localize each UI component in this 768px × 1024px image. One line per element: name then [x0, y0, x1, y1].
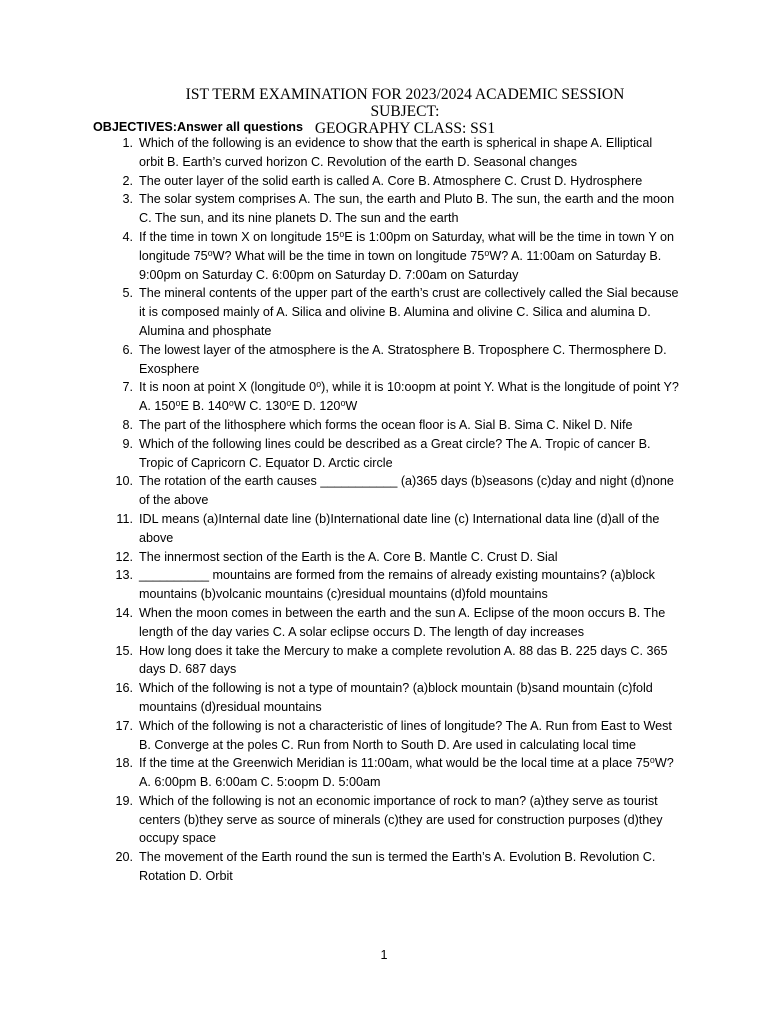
question-item: [122, 284, 679, 340]
question-number: 19.: [115, 793, 133, 808]
question-number: 4.: [122, 229, 133, 244]
question-text: Which of the following is not a type of mountain? (a)block mountain (b)sand mountain (c)fold mountains (d)residual mountains: [139, 681, 653, 714]
question-number: 15.: [115, 643, 133, 658]
question-text: If the time in town X on longitude 15⁰E is 1:00pm on Saturday, what will be the time in town Y on longitude 75⁰W? What will be the time in town on longitude 75⁰W? A. 11:00am on Saturday B. 9:00pm on Saturday C. 6:00pm on Saturday D. 7:00am on Saturday: [139, 229, 674, 282]
question-text: The movement of the Earth round the sun is termed the Earth’s A. Evolution B. Revolution C. Rotation D. Orbit: [139, 850, 656, 884]
question-item: [122, 190, 679, 228]
question-item: [122, 134, 679, 172]
page-number: 1: [380, 948, 388, 962]
question-number: 11.: [116, 511, 133, 526]
question-item: [122, 228, 679, 284]
question-text: The mineral contents of the upper part of the earth’s crust are collectively called the Sial because it is composed mainly of A. Silica and olivine B. Alumina and olivine C. Silica and alumina D. Alumina and phosphate: [139, 286, 679, 338]
question-number: 18.: [115, 756, 133, 771]
exam-title-line-2: GEOGRAPHY CLASS: SS1: [314, 120, 496, 137]
question-number: 6.: [122, 342, 133, 357]
question-text: Which of the following is not an economic importance of rock to man? (a)they serve as tourist centers (b)they serve as source of minerals (c)they are used for construction purposes (d)they occupy space: [139, 793, 663, 846]
question-text: It is noon at point X (longitude 0⁰), while it is 10:oopm at point Y. What is the longitude of point Y? A. 150⁰E B. 140⁰W C. 130⁰E D. 120⁰W: [139, 380, 679, 414]
question-item: [115, 566, 679, 604]
question-item: [122, 341, 679, 379]
question-number: 10.: [115, 474, 133, 489]
question-number: 20.: [115, 850, 133, 865]
question-number: 12.: [115, 549, 133, 564]
question-text: The solar system comprises A. The sun, the earth and Pluto B. The sun, the earth and the moon C. The sun, and its nine planets D. The sun and the earth: [139, 192, 675, 226]
question-list: [115, 134, 679, 886]
question-text: How long does it take the Mercury to make a complete revolution A. 88 das B. 225 days C. 365 days D. 687 days: [139, 643, 668, 677]
question-item: [115, 754, 679, 792]
question-text: Which of the following is an evidence to show that the earth is spherical in shape A. Elliptical orbit B. Earth’s curved horizon C. Revolution of the earth D. Seasonal changes: [139, 136, 653, 169]
question-number: 1.: [122, 136, 133, 150]
question-item: [122, 416, 679, 435]
question-item: [115, 792, 679, 848]
question-text: Which of the following is not a characteristic of lines of longitude? The A. Run from East to West B. Converge at the poles C. Run from North to South D. Are used in calculating local time: [139, 718, 672, 752]
question-text: __________ mountains are formed from the remains of already existing mountains? (a)block mountains (b)volcanic mountains (c)residual mountains (d)fold mountains: [139, 568, 655, 602]
question-number: 16.: [115, 681, 133, 696]
question-number: 2.: [122, 173, 133, 188]
question-item: [122, 378, 679, 416]
question-item: [115, 604, 679, 642]
question-item: [115, 848, 679, 886]
question-number: 14.: [115, 605, 133, 620]
question-text: The part of the lithosphere which forms the ocean floor is A. Sial B. Sima C. Nikel D. Nife: [139, 417, 633, 432]
question-number: 3.: [122, 192, 133, 207]
objectives-heading: OBJECTIVES:Answer all questions: [93, 120, 303, 134]
question-text: When the moon comes in between the earth and the sun A. Eclipse of the moon occurs B. The length of the day varies C. A solar eclipse occurs D. The length of day increases: [139, 605, 666, 639]
question-item: [115, 472, 679, 510]
question-text: The innermost section of the Earth is the A. Core B. Mantle C. Crust D. Sial: [139, 549, 558, 564]
question-number: 7.: [122, 380, 133, 395]
question-number: 17.: [115, 718, 133, 733]
question-item: [115, 642, 679, 680]
question-item: [115, 679, 679, 717]
question-text: Which of the following lines could be described as a Great circle? The A. Tropic of cancer B. Tropic of Capricorn C. Equator D. Arctic circle: [139, 436, 651, 470]
question-number: 8.: [122, 417, 133, 432]
question-number: 9.: [122, 436, 133, 451]
question-text: If the time at the Greenwich Meridian is 11:00am, what would be the local time at a place 75⁰W? A. 6:00pm B. 6:00am C. 5:oopm D. 5:00am: [139, 756, 674, 790]
exam-title-line-1: IST TERM EXAMINATION FOR 2023/2024 ACADEMIC SESSION SUBJECT:: [185, 86, 625, 120]
question-item: [116, 510, 679, 548]
question-text: IDL means (a)Internal date line (b)International date line (c) International data line (d)all of the above: [139, 511, 660, 545]
question-item: [122, 172, 679, 191]
question-number: 13.: [115, 568, 133, 583]
question-item: [115, 717, 679, 755]
question-text: The rotation of the earth causes ___________ (a)365 days (b)seasons (c)day and night (d)none of the above: [139, 474, 674, 508]
question-item: [122, 435, 679, 473]
question-number: 5.: [122, 286, 133, 301]
question-item: [115, 548, 679, 567]
question-text: The lowest layer of the atmosphere is the A. Stratosphere B. Troposphere C. Thermosphere D. Exosphere: [139, 342, 667, 376]
question-text: The outer layer of the solid earth is called A. Core B. Atmosphere C. Crust D. Hydrosphere: [139, 173, 643, 188]
